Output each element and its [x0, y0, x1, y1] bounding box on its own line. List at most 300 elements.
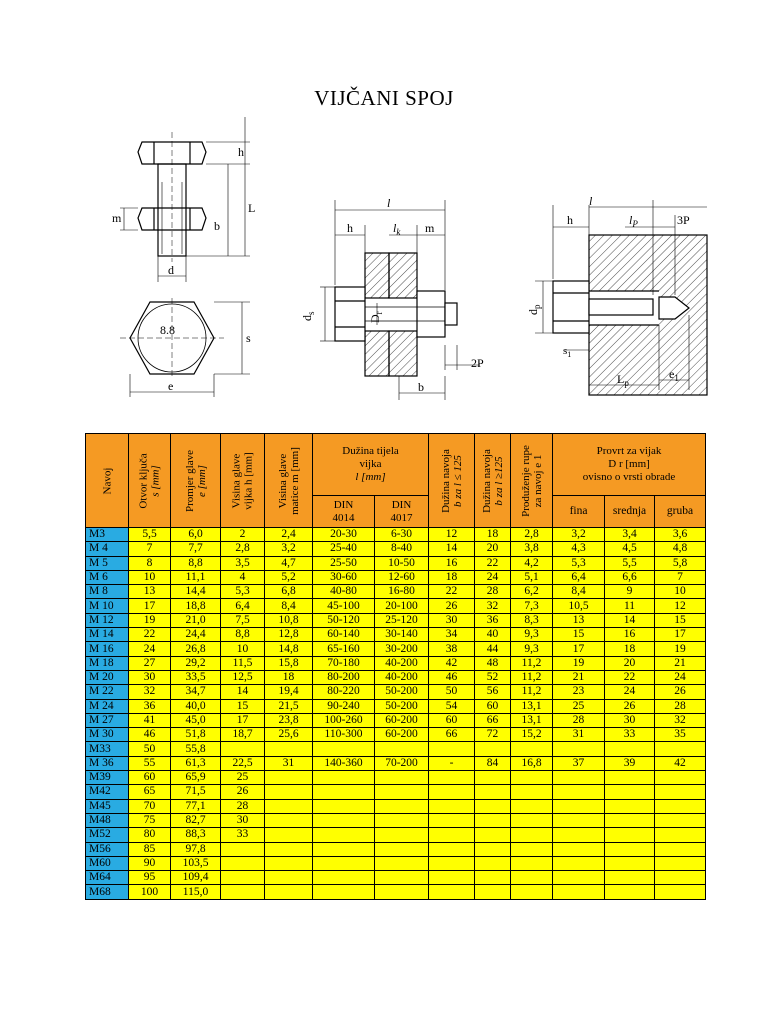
table-cell: 30-140 [375, 628, 429, 642]
table-cell: 20 [605, 656, 655, 670]
table-row [86, 828, 706, 842]
table-cell: 18,7 [221, 728, 265, 742]
table-cell: 31 [553, 728, 605, 742]
table-cell [375, 785, 429, 799]
table-cell [511, 842, 553, 856]
table-cell: 46 [429, 670, 475, 684]
thread-cell: M68 [86, 885, 129, 899]
table-cell: 65 [129, 785, 171, 799]
table-row [86, 871, 706, 885]
table-cell [605, 785, 655, 799]
table-cell [511, 856, 553, 870]
table-cell [221, 885, 265, 899]
table-cell: 28 [553, 713, 605, 727]
table-cell [265, 799, 313, 813]
table-cell: 22,5 [221, 756, 265, 770]
table-cell: 20-100 [375, 599, 429, 613]
table-cell: 12,8 [265, 628, 313, 642]
table-cell [511, 828, 553, 842]
table-cell: 3,6 [655, 528, 706, 542]
table-cell: 16-80 [375, 585, 429, 599]
thread-cell: M 16 [86, 642, 129, 656]
table-cell: 21 [553, 670, 605, 684]
dim-lk-label: $l_k$ [393, 221, 401, 237]
table-row [86, 670, 706, 684]
table-cell: 17 [129, 599, 171, 613]
col-provrt-header: Provrt za vijak D r [mm] ovisno o vrsti obrade [553, 434, 706, 496]
col-navoj-header: Navoj [86, 434, 129, 528]
table-row [86, 613, 706, 627]
table-cell [553, 785, 605, 799]
page-title: VIJČANI SPOJ [314, 86, 454, 110]
table-cell [265, 813, 313, 827]
table-cell: 6,2 [511, 585, 553, 599]
table-cell [511, 799, 553, 813]
table-cell [313, 842, 375, 856]
table-cell [475, 771, 511, 785]
thread-cell: M 27 [86, 713, 129, 727]
table-cell: 21,5 [265, 699, 313, 713]
table-cell [553, 771, 605, 785]
table-row [86, 685, 706, 699]
table-cell: 14 [429, 542, 475, 556]
table-cell [475, 856, 511, 870]
dim-d-label: d [168, 263, 174, 277]
table-cell: 4,7 [265, 556, 313, 570]
table-cell [313, 813, 375, 827]
table-cell: 25-40 [313, 542, 375, 556]
table-cell: 88,3 [171, 828, 221, 842]
table-cell: 18 [475, 528, 511, 542]
table-cell: 26 [655, 685, 706, 699]
table-cell [375, 842, 429, 856]
table-cell [375, 742, 429, 756]
table-cell: 10 [655, 585, 706, 599]
table-cell: 10,5 [553, 599, 605, 613]
dim-dr-label: $D_r$ [368, 311, 384, 323]
table-cell: 23,8 [265, 713, 313, 727]
table-row [86, 885, 706, 899]
table-row [86, 699, 706, 713]
dim-L-label: L [248, 201, 256, 215]
blind-hole-drawing [525, 195, 715, 405]
table-cell: 4,2 [511, 556, 553, 570]
table-cell: 42 [655, 756, 706, 770]
table-cell: 33 [221, 828, 265, 842]
table-cell: 4,3 [553, 542, 605, 556]
table-cell [605, 742, 655, 756]
thread-cell: M 30 [86, 728, 129, 742]
table-cell: 17 [553, 642, 605, 656]
table-cell: 72 [475, 728, 511, 742]
table-cell [511, 813, 553, 827]
table-cell: 5,8 [655, 556, 706, 570]
table-row [86, 628, 706, 642]
table-cell [553, 799, 605, 813]
dim-m-label: m [425, 221, 435, 235]
table-cell: 30 [221, 813, 265, 827]
table-cell [375, 871, 429, 885]
table-cell [511, 885, 553, 899]
table-cell: 14,8 [265, 642, 313, 656]
thread-cell: M 4 [86, 542, 129, 556]
table-cell: 22 [129, 628, 171, 642]
table-cell: 3,2 [265, 542, 313, 556]
table-cell [429, 813, 475, 827]
table-cell [265, 885, 313, 899]
thread-cell: M 10 [86, 599, 129, 613]
table-cell [475, 871, 511, 885]
table-row [86, 556, 706, 570]
table-cell [265, 828, 313, 842]
table-cell: 19 [553, 656, 605, 670]
table-cell: 24 [605, 685, 655, 699]
table-cell: 10,8 [265, 613, 313, 627]
table-cell: 19 [655, 642, 706, 656]
table-cell: 103,5 [171, 856, 221, 870]
dim-2p-label: 2P [471, 356, 484, 370]
table-cell [553, 871, 605, 885]
table-cell: 30-200 [375, 642, 429, 656]
bolt-spec-table [85, 433, 706, 900]
table-cell: 45,0 [171, 713, 221, 727]
table-row [86, 528, 706, 542]
table-cell: 7,5 [221, 613, 265, 627]
table-cell: 7 [129, 542, 171, 556]
table-row [86, 799, 706, 813]
col-din4014-header: DIN 4014 [313, 496, 375, 528]
table-cell [511, 771, 553, 785]
bolt-drawing [110, 112, 260, 402]
table-cell [265, 785, 313, 799]
dim-3p-label: 3P [677, 213, 690, 227]
table-cell: 5,3 [221, 585, 265, 599]
col-fina-header: fina [553, 496, 605, 528]
table-cell: 11,2 [511, 656, 553, 670]
table-cell: 15 [553, 628, 605, 642]
table-cell [313, 742, 375, 756]
dim-e1-label: $e_1$ [669, 367, 679, 383]
table-cell [511, 785, 553, 799]
table-cell: 16 [429, 556, 475, 570]
thread-cell: M 8 [86, 585, 129, 599]
table-cell [221, 742, 265, 756]
table-cell: 10 [129, 570, 171, 584]
table-cell: 12,5 [221, 670, 265, 684]
table-cell: 95 [129, 871, 171, 885]
table-cell: 14,4 [171, 585, 221, 599]
table-cell: 28 [221, 799, 265, 813]
table-cell: 6,4 [221, 599, 265, 613]
thread-cell: M45 [86, 799, 129, 813]
table-cell [605, 856, 655, 870]
table-cell: 100 [129, 885, 171, 899]
table-cell: 51,8 [171, 728, 221, 742]
dim-l-label: l [589, 195, 593, 208]
table-cell: 8,4 [553, 585, 605, 599]
table-cell: 9,3 [511, 628, 553, 642]
table-cell: 5,2 [265, 570, 313, 584]
table-cell: 50 [429, 685, 475, 699]
table-cell [375, 828, 429, 842]
thread-cell: M 24 [86, 699, 129, 713]
dim-b-label: b [418, 380, 424, 394]
table-cell: 8,4 [265, 599, 313, 613]
table-cell: 16 [605, 628, 655, 642]
table-cell: 109,4 [171, 871, 221, 885]
table-row [86, 785, 706, 799]
table-cell: 26 [429, 599, 475, 613]
table-cell: 80 [129, 828, 171, 842]
table-row [86, 599, 706, 613]
table-cell: 41 [129, 713, 171, 727]
table-cell [553, 828, 605, 842]
table-cell: 36 [475, 613, 511, 627]
table-cell: 39 [605, 756, 655, 770]
col-duzina-navoja2-header: Dužina navoja b za l ≥125 [475, 434, 511, 528]
table-cell: 33 [605, 728, 655, 742]
table-cell [655, 885, 706, 899]
table-cell: 77,1 [171, 799, 221, 813]
table-cell: 13 [129, 585, 171, 599]
table-cell: 82,7 [171, 813, 221, 827]
table-cell: 6-30 [375, 528, 429, 542]
col-promjer-header: Promjer glave e [mm] [171, 434, 221, 528]
table-cell: 55,8 [171, 742, 221, 756]
col-duzina-navoja1-header: Dužina navoja b za l ≤ 125 [429, 434, 475, 528]
table-cell [265, 771, 313, 785]
table-cell: 52 [475, 670, 511, 684]
dim-Lp-label: $L_p$ [617, 372, 629, 388]
table-cell [655, 785, 706, 799]
table-cell: 3,4 [605, 528, 655, 542]
table-cell [655, 871, 706, 885]
table-cell: 14 [221, 685, 265, 699]
table-cell: 2,4 [265, 528, 313, 542]
table-row [86, 570, 706, 584]
table-cell [553, 742, 605, 756]
table-cell [429, 871, 475, 885]
thread-cell: M33 [86, 742, 129, 756]
table-cell [553, 813, 605, 827]
table-cell: 55 [129, 756, 171, 770]
table-cell: 61,3 [171, 756, 221, 770]
thread-cell: M 20 [86, 670, 129, 684]
thread-cell: M 18 [86, 656, 129, 670]
table-cell: 11,1 [171, 570, 221, 584]
table-cell: 34 [429, 628, 475, 642]
table-cell: 4,5 [605, 542, 655, 556]
thread-cell: M3 [86, 528, 129, 542]
table-cell: 20 [475, 542, 511, 556]
table-cell [313, 871, 375, 885]
table-cell: 24 [475, 570, 511, 584]
table-cell [221, 871, 265, 885]
table-cell [605, 813, 655, 827]
table-cell [313, 885, 375, 899]
table-row [86, 756, 706, 770]
table-cell: 7 [655, 570, 706, 584]
dim-b-label: b [214, 219, 220, 233]
table-cell: 9 [605, 585, 655, 599]
table-cell: 8-40 [375, 542, 429, 556]
table-row [86, 742, 706, 756]
table-cell: 115,0 [171, 885, 221, 899]
thread-cell: M 6 [86, 570, 129, 584]
table-cell [375, 799, 429, 813]
table-cell: 37 [553, 756, 605, 770]
table-cell: 70 [129, 799, 171, 813]
table-cell: 7,3 [511, 599, 553, 613]
table-cell [655, 799, 706, 813]
table-cell: 90 [129, 856, 171, 870]
table-cell: 24,4 [171, 628, 221, 642]
table-cell [313, 771, 375, 785]
table-cell: 40-200 [375, 670, 429, 684]
table-cell [475, 828, 511, 842]
table-cell: 90-240 [313, 699, 375, 713]
table-cell: 48 [475, 656, 511, 670]
grade-label: 8.8 [160, 323, 175, 337]
col-visina-vijka-header: Visina glave vijka h [mm] [221, 434, 265, 528]
table-cell [313, 856, 375, 870]
dim-e-label: e [168, 379, 174, 393]
table-cell: 13,1 [511, 713, 553, 727]
table-cell [429, 885, 475, 899]
table-cell: 110-300 [313, 728, 375, 742]
table-cell: 2,8 [511, 528, 553, 542]
table-cell: 12 [655, 599, 706, 613]
table-cell: 97,8 [171, 842, 221, 856]
table-cell: 30 [605, 713, 655, 727]
table-cell: 19 [129, 613, 171, 627]
table-row [86, 771, 706, 785]
table-cell: 65,9 [171, 771, 221, 785]
table-cell: 140-360 [313, 756, 375, 770]
table-cell: 26,8 [171, 642, 221, 656]
table-cell: 40 [475, 628, 511, 642]
table-cell: 3,5 [221, 556, 265, 570]
table-cell: 2 [221, 528, 265, 542]
thread-cell: M64 [86, 871, 129, 885]
table-cell [511, 871, 553, 885]
col-gruba-header: gruba [655, 496, 706, 528]
table-row [86, 713, 706, 727]
table-cell: 21 [655, 656, 706, 670]
thread-cell: M60 [86, 856, 129, 870]
table-cell: 31 [265, 756, 313, 770]
table-cell: 15,8 [265, 656, 313, 670]
dim-dp-label: $d_p$ [526, 304, 542, 315]
table-cell: 27 [129, 656, 171, 670]
table-cell: 33,5 [171, 670, 221, 684]
table-cell [221, 842, 265, 856]
thread-cell: M42 [86, 785, 129, 799]
table-cell: 5,5 [129, 528, 171, 542]
table-row [86, 585, 706, 599]
table-cell: 60 [129, 771, 171, 785]
table-cell: 20-30 [313, 528, 375, 542]
table-cell: 46 [129, 728, 171, 742]
table-cell: 18 [265, 670, 313, 684]
table-row [86, 842, 706, 856]
table-cell: 44 [475, 642, 511, 656]
table-row [86, 813, 706, 827]
table-cell [429, 799, 475, 813]
table-cell [313, 785, 375, 799]
table-cell [429, 785, 475, 799]
dim-l-label: l [387, 196, 391, 210]
table-cell: 22 [475, 556, 511, 570]
table-cell: 13 [553, 613, 605, 627]
table-cell [655, 771, 706, 785]
dim-lp-label: $l_P$ [629, 213, 638, 229]
table-cell [265, 871, 313, 885]
table-cell [655, 856, 706, 870]
table-cell: 6,8 [265, 585, 313, 599]
table-cell: 40,0 [171, 699, 221, 713]
table-cell: 15,2 [511, 728, 553, 742]
table-cell: 23 [553, 685, 605, 699]
dim-h-label: h [567, 213, 573, 227]
table-cell [655, 828, 706, 842]
table-cell: 50-120 [313, 613, 375, 627]
dim-h-label: h [238, 145, 244, 159]
table-cell: 25-120 [375, 613, 429, 627]
table-cell [511, 742, 553, 756]
table-cell: 12 [429, 528, 475, 542]
thread-cell: M 14 [86, 628, 129, 642]
table-cell: 14 [605, 613, 655, 627]
table-cell [375, 813, 429, 827]
table-cell [605, 799, 655, 813]
table-cell: 80-220 [313, 685, 375, 699]
table-cell: 25 [553, 699, 605, 713]
dim-h-label: h [347, 221, 353, 235]
dim-ds-label: $d_s$ [300, 311, 316, 321]
table-row [86, 728, 706, 742]
table-cell: 25 [221, 771, 265, 785]
table-cell: 11,5 [221, 656, 265, 670]
thread-cell: M39 [86, 771, 129, 785]
table-cell [429, 856, 475, 870]
table-cell: 100-260 [313, 713, 375, 727]
table-cell: 5,1 [511, 570, 553, 584]
table-cell [553, 856, 605, 870]
table-cell: 24 [129, 642, 171, 656]
table-cell [475, 842, 511, 856]
table-cell: 6,4 [553, 570, 605, 584]
table-cell [553, 885, 605, 899]
thread-cell: M56 [86, 842, 129, 856]
col-produzenje-header: Produženje rupe za navoj e 1 [511, 434, 553, 528]
table-cell [313, 799, 375, 813]
table-cell: 28 [655, 699, 706, 713]
table-cell [553, 842, 605, 856]
thread-cell: M 36 [86, 756, 129, 770]
thread-cell: M 5 [86, 556, 129, 570]
col-visina-matice-header: Visina glave matice m [mm] [265, 434, 313, 528]
table-cell: 12-60 [375, 570, 429, 584]
table-cell: 32 [475, 599, 511, 613]
table-cell: 13,1 [511, 699, 553, 713]
table-cell [375, 885, 429, 899]
table-cell: 85 [129, 842, 171, 856]
table-cell: 65-160 [313, 642, 375, 656]
table-cell: 15 [655, 613, 706, 627]
thread-cell: M 22 [86, 685, 129, 699]
table-cell: 28 [475, 585, 511, 599]
